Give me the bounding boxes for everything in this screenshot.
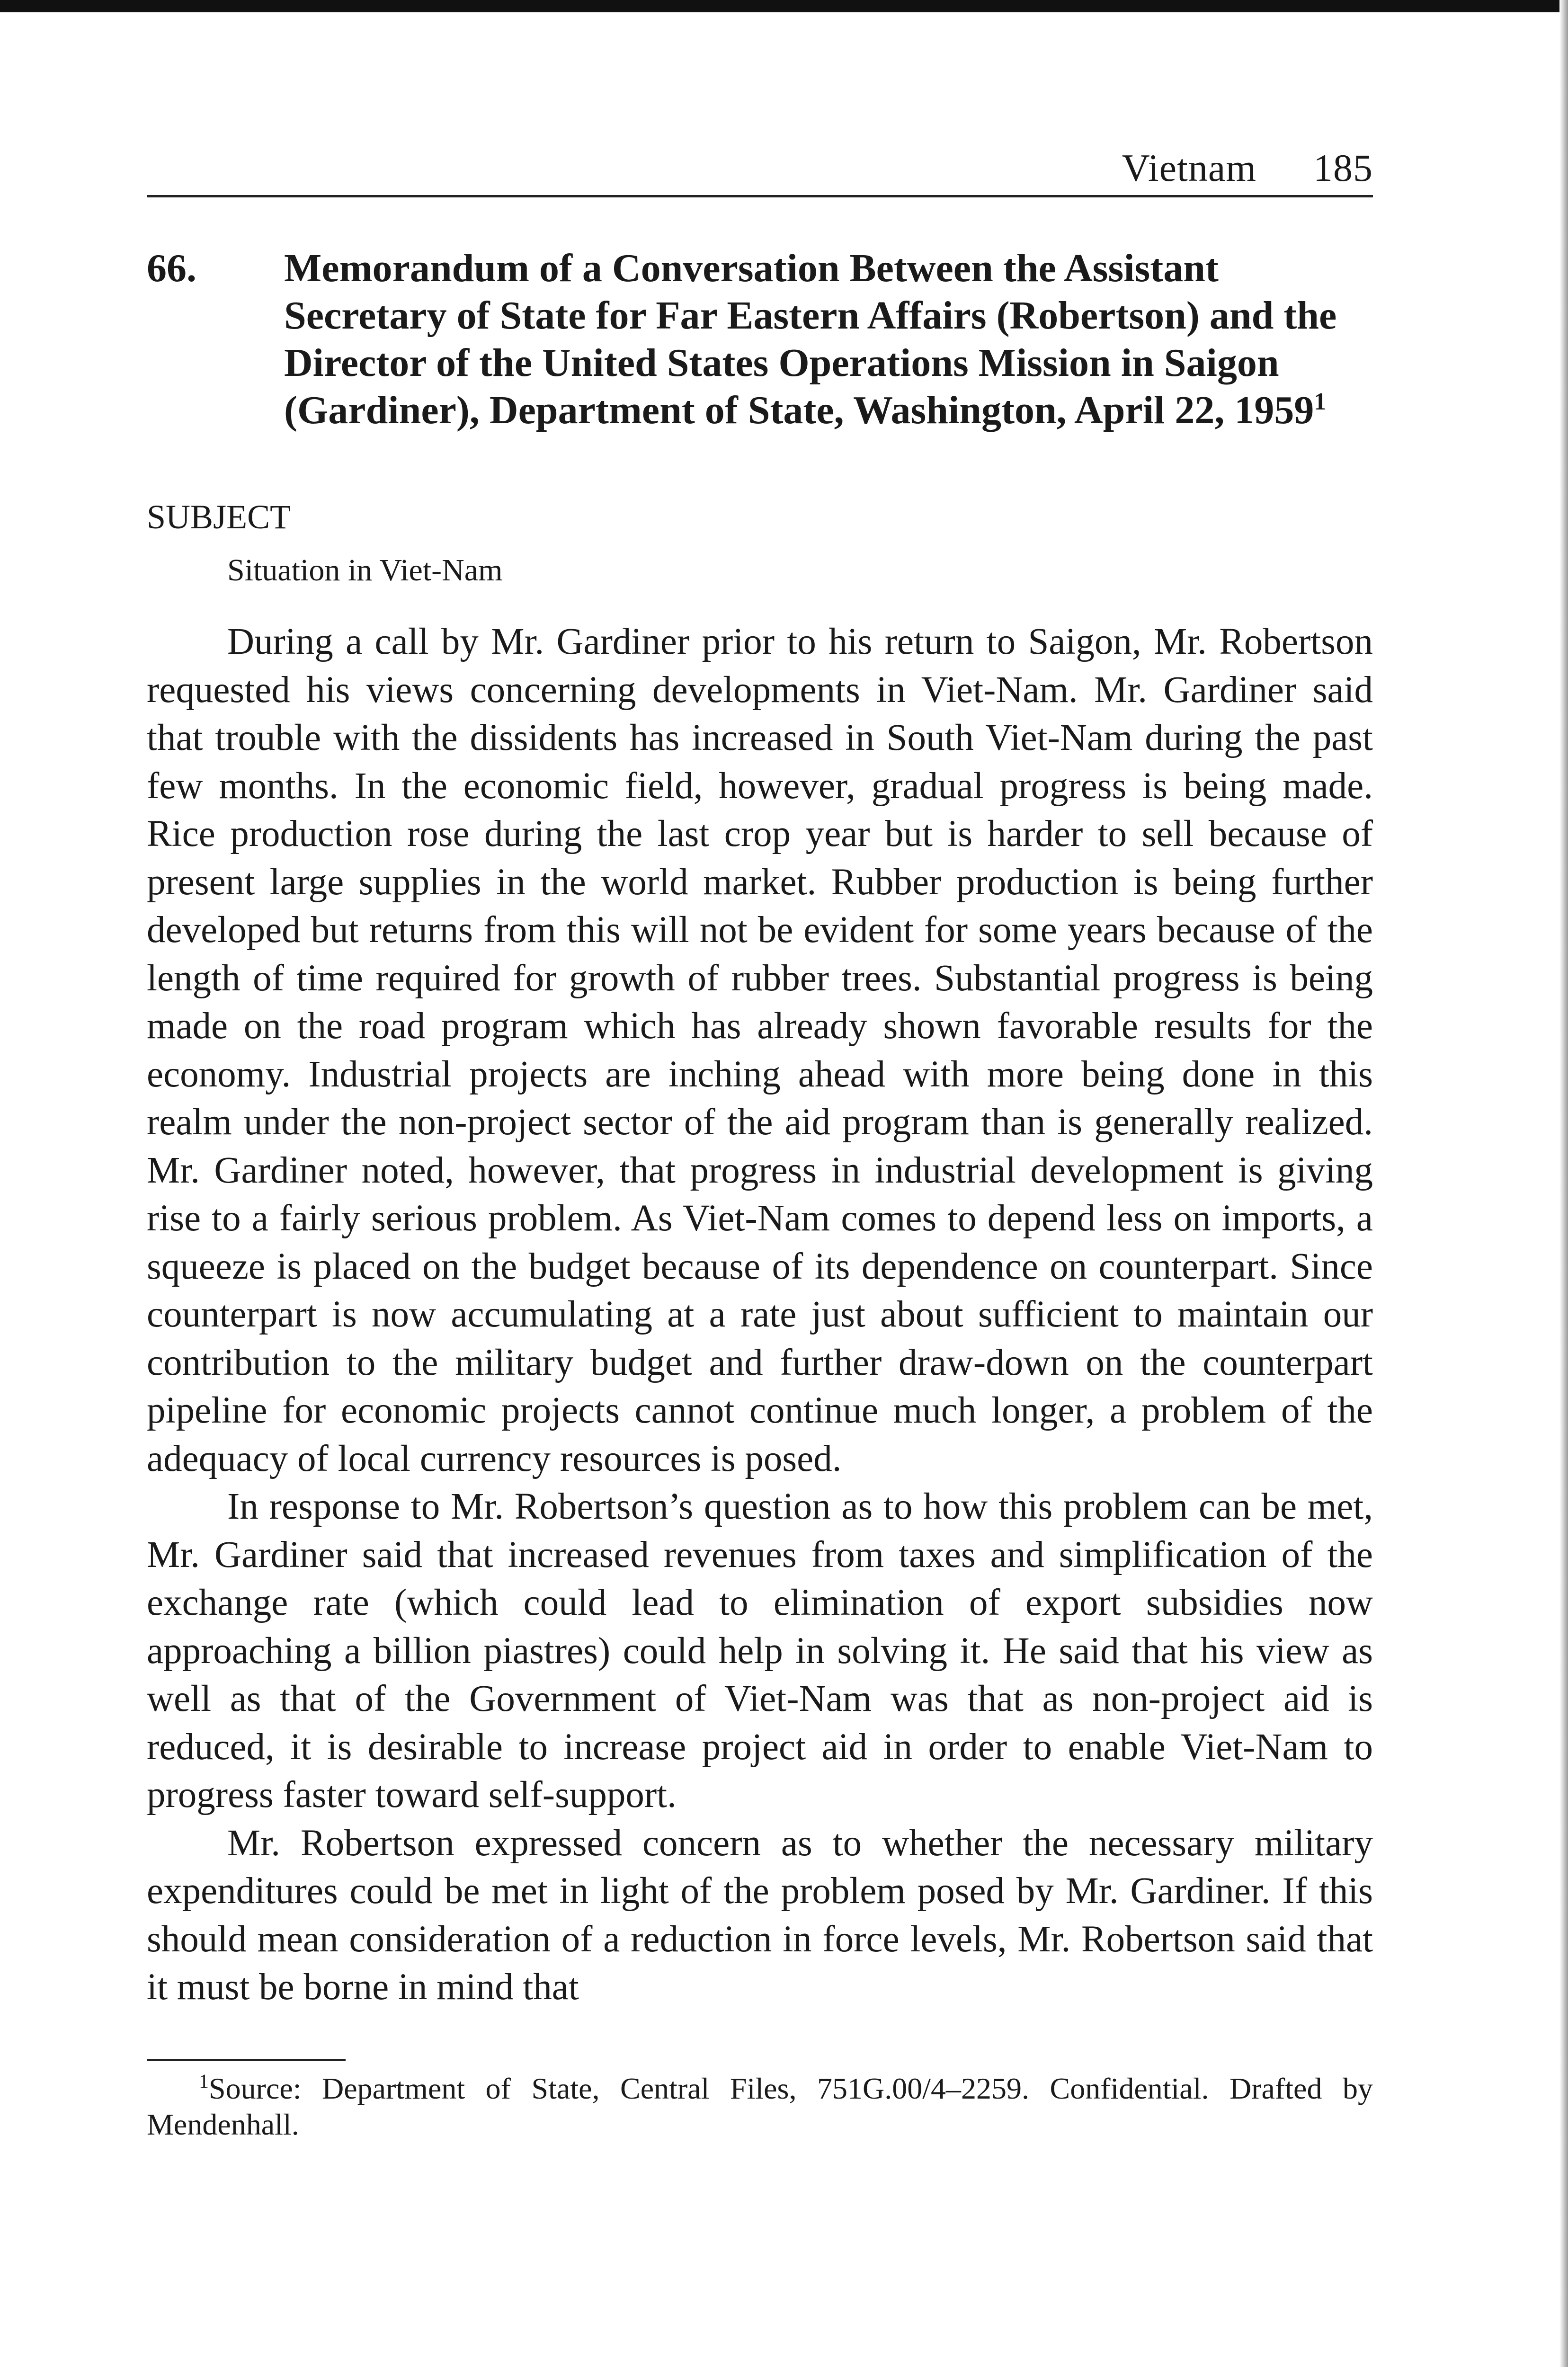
document-page — [147, 146, 1373, 2143]
document-heading — [147, 245, 1373, 434]
document-title-block — [284, 245, 1359, 434]
document-number: 66. — [147, 246, 196, 290]
footnote-marker: 1 — [199, 2071, 209, 2093]
footnote — [147, 2071, 1373, 2143]
running-header — [147, 146, 1373, 197]
scan-top-border — [0, 0, 1568, 12]
body-paragraph-2: In response to Mr. Robertson’s question as to how this problem can be met, Mr. Gardiner said that increased revenues from taxes and simplification of the exchange rate (which could lead to elimination of export subsidies now approaching a billion piastres) could help in solving it. He said that his view as well as that of the Government of Viet-Nam was that as non-project aid is reduced, it is desirable to increase project aid in order to enable Viet-Nam to progress faster toward self-support. — [147, 1486, 1373, 1815]
footnote-divider — [147, 2059, 346, 2061]
running-title: Vietnam — [1122, 146, 1256, 189]
body-paragraph-3: Mr. Robertson expressed concern as to whether the necessary military expenditures could be met in light of the problem posed by Mr. Gardiner. If this should mean consideration of a reduction in force levels, Mr. Robertson said that it must be borne in mind that — [147, 1822, 1373, 2008]
title-footnote-ref: 1 — [1314, 388, 1327, 415]
running-header-text — [1122, 146, 1373, 190]
document-title: Memorandum of a Conversation Between the Assistant Secretary of State for Far Eastern Affairs (Robertson) and the Director of the United States Operations Mission in Saigon (Gardiner), Department of State, Washington, April 22, 1959 — [284, 246, 1337, 432]
body-paragraph-1: During a call by Mr. Gardiner prior to his return to Saigon, Mr. Robertson requested his views concerning developments in Viet-Nam. Mr. Gardiner said that trouble with the dissidents has increased in South Viet-Nam during the past few months. In the economic field, however, gradual progress is being made. Rice production rose during the last crop year but is harder to sell because of present large supplies in the world market. Rubber production is being further developed but returns from this will not be evident for some years because of the length of time required for growth of rubber trees. Substantial progress is being made on the road program which has already shown favorable results for the economy. Industrial projects are inching ahead with more being done in this realm under the non-project sector of the aid program than is generally realized. Mr. Gardiner noted, however, that progress in industrial development is giving rise to a fairly serious problem. As Viet-Nam comes to depend less on imports, a squeeze is placed on the budget because of its dependence on counterpart. Since counterpart is now accumulating at a rate just about sufficient to maintain our contribution to the military budget and further draw-down on the counterpart pipeline for economic projects cannot continue much longer, a problem of the adequacy of local currency resources is posed. — [147, 621, 1373, 1479]
subject-value: Situation in Viet-Nam — [227, 553, 503, 587]
footnote-text: Source: Department of State, Central Files, 751G.00/4–2259. Confidential. Drafted by Mendenhall. — [147, 2071, 1373, 2141]
subject-label: SUBJECT — [147, 498, 291, 536]
page-number: 185 — [1313, 146, 1373, 189]
scan-binding-edge — [1559, 0, 1568, 2367]
memorandum-body — [147, 618, 1373, 2011]
